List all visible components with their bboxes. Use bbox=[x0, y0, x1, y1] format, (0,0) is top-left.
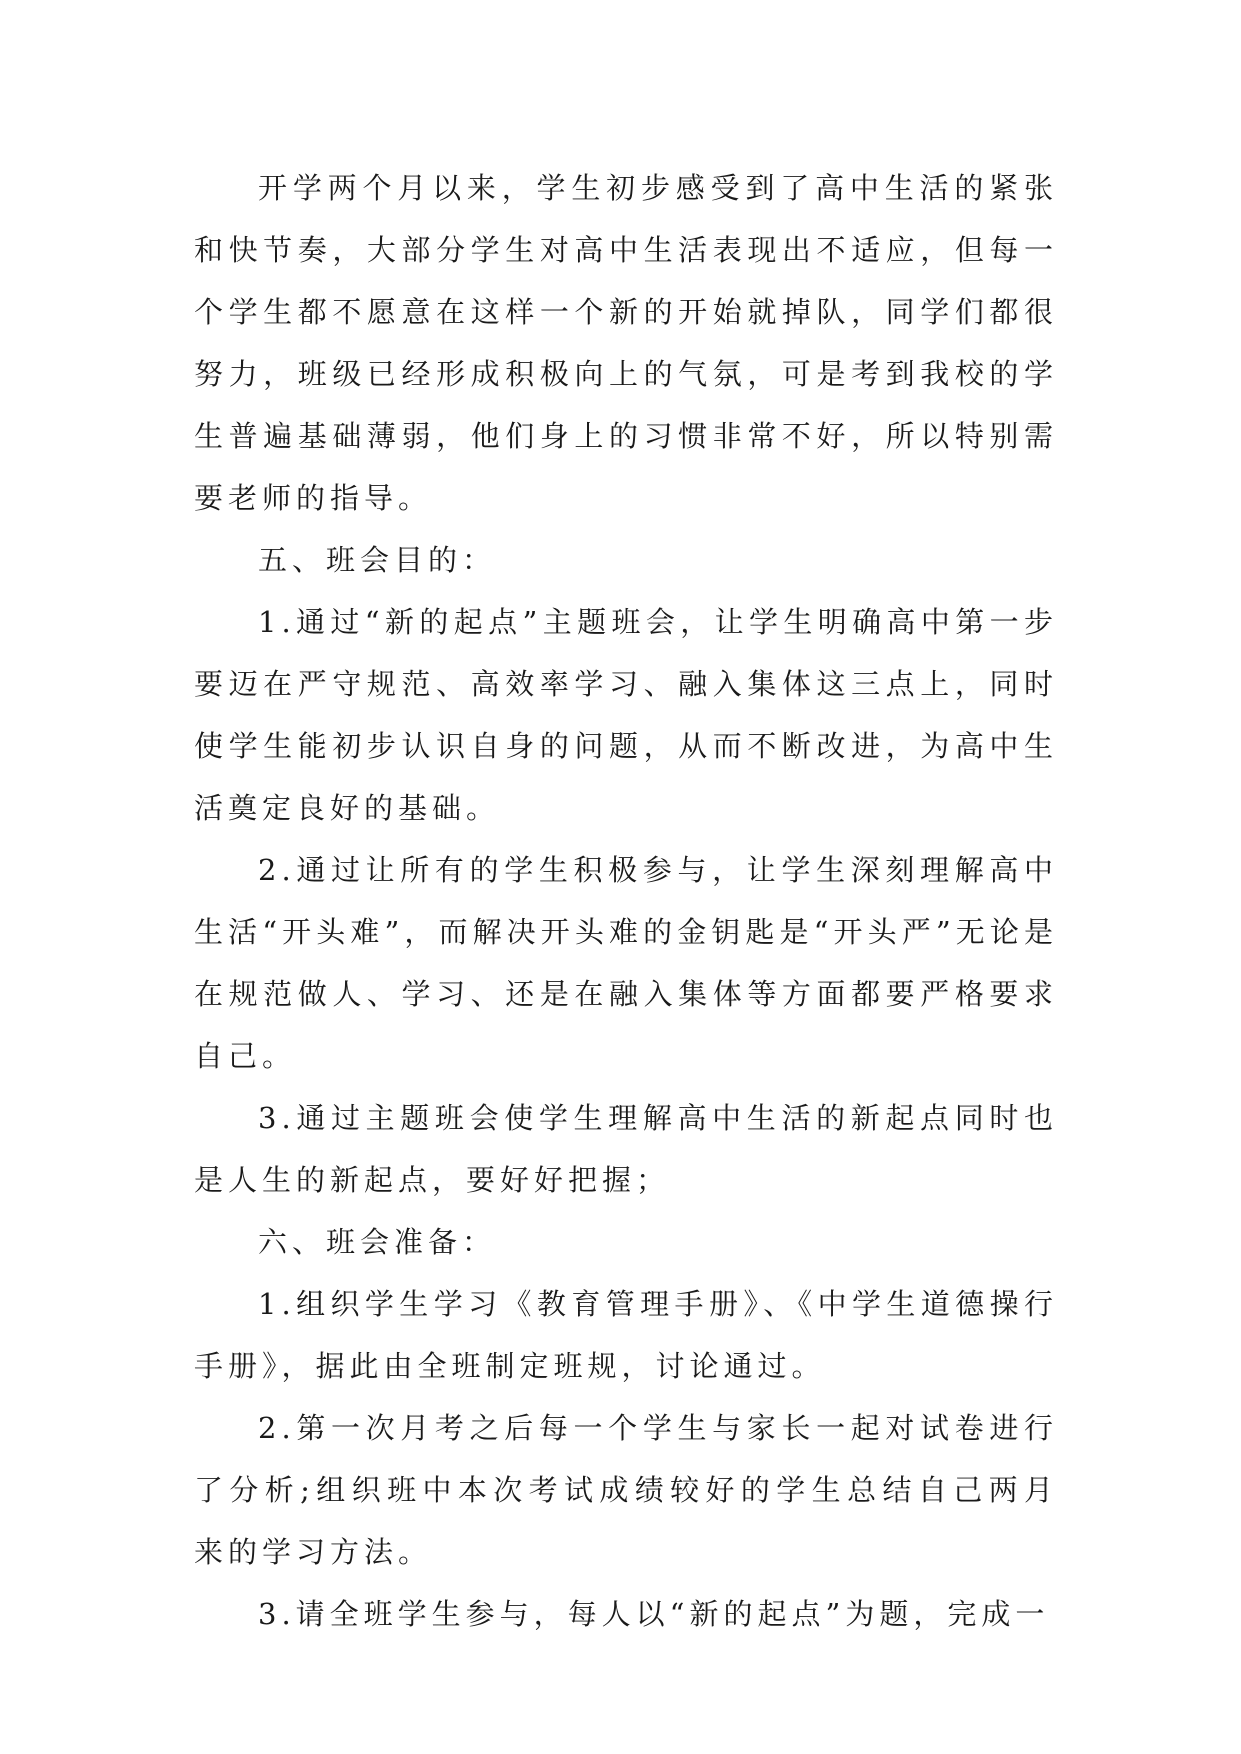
paragraph-goal-3: 3.通过主题班会使学生理解高中生活的新起点同时也是人生的新起点，要好好把握； bbox=[194, 1101, 1058, 1197]
heading-section-5: 五、班会目的： bbox=[258, 543, 497, 577]
paragraph-background: 开学两个月以来，学生初步感受到了高中生活的紧张和快节奏，大部分学生对高中生活表现出不适应，但每一个学生都不愿意在这样一个新的开始就掉队，同学们都很努力，班级已经形成积极向上的气氛，可是考到我校的学生普遍基础薄弱，他们身上的习惯非常不好，所以特别需要老师的指导。 bbox=[194, 171, 1058, 515]
paragraph-prep-1: 1.组织学生学习《教育管理手册》、《中学生道德操行手册》，据此由全班制定班规，讨论通过。 bbox=[194, 1287, 1058, 1383]
paragraph-prep-2: 2.第一次月考之后每一个学生与家长一起对试卷进行了分析;组织班中本次考试成绩较好的学生总结自己两月来的学习方法。 bbox=[194, 1411, 1058, 1569]
heading-section-6: 六、班会准备： bbox=[258, 1225, 497, 1259]
paragraph-goal-2: 2.通过让所有的学生积极参与，让学生深刻理解高中生活“开头难”，而解决开头难的金钥匙是“开头严”无论是在规范做人、学习、还是在融入集体等方面都要严格要求自己。 bbox=[194, 853, 1058, 1073]
paragraph-prep-3: 3.请全班学生参与，每人以“新的起点”为题，完成一 bbox=[258, 1597, 1050, 1631]
document-body bbox=[194, 157, 1058, 1645]
paragraph-goal-1: 1.通过“新的起点”主题班会，让学生明确高中第一步要迈在严守规范、高效率学习、融入集体这三点上，同时使学生能初步认识自身的问题，从而不断改进，为高中生活奠定良好的基础。 bbox=[194, 605, 1058, 825]
